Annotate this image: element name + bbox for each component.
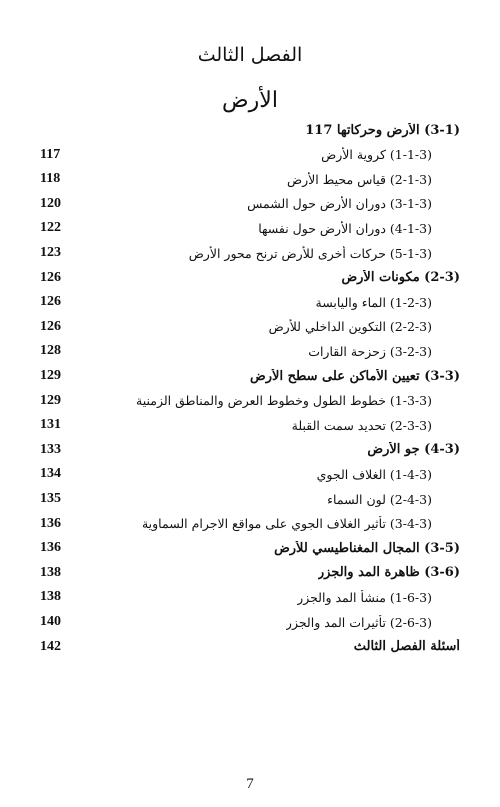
toc-entry-page: 134 xyxy=(40,466,61,482)
toc-entry-page: 129 xyxy=(40,368,61,383)
toc-entry xyxy=(40,167,460,191)
toc-entry-title: (3-3) تعيين الأماكن على سطح الأرض xyxy=(250,368,460,384)
toc-entry-page: 128 xyxy=(40,343,61,359)
toc-entry xyxy=(40,561,460,585)
toc-entry-title: (4-1-3) دوران الأرض حول نفسها xyxy=(258,220,432,236)
toc-entry-title: (4-3) جو الأرض xyxy=(367,442,460,458)
toc-entry xyxy=(40,364,460,388)
toc-entry xyxy=(40,389,460,413)
toc-entry-page: 142 xyxy=(40,638,61,654)
toc-entry-page: 138 xyxy=(40,564,61,580)
toc-entry-title: (3-5) المجال المغناطيسي للأرض xyxy=(274,540,460,556)
toc-entry xyxy=(40,585,460,609)
toc-entry xyxy=(40,536,460,560)
toc-entry-title: (5-1-3) حركات أخرى للأرض ترنح محور الأرض xyxy=(188,245,432,261)
toc-entry-page: 136 xyxy=(40,540,61,556)
toc-entry xyxy=(40,512,460,536)
toc-entry xyxy=(40,339,460,363)
toc-entry-page: 126 xyxy=(40,318,61,334)
toc-entry-page: 122 xyxy=(40,220,61,236)
toc-entry-title: (1-2-3) الماء واليابسة xyxy=(315,294,432,310)
toc-entry xyxy=(40,143,460,167)
toc-entry xyxy=(40,118,460,142)
toc-entry-page: 138 xyxy=(40,589,61,605)
toc-entry-title: (2-4-3) لون السماء xyxy=(327,491,432,507)
toc-entry xyxy=(40,487,460,511)
toc-entry xyxy=(40,192,460,216)
toc-entry-title: (2-6-3) تأثيرات المد والجزر xyxy=(285,614,432,630)
toc-entry-title: (2-2-3) التكوين الداخلي للأرض xyxy=(268,319,432,335)
toc-entry xyxy=(40,266,460,290)
toc-entry-title: (1-6-3) منشأ المد والجزر xyxy=(297,589,432,605)
toc-entry xyxy=(40,635,460,659)
toc-entry-page: 118 xyxy=(40,171,61,187)
toc-entry-page: 123 xyxy=(40,245,61,260)
toc-entry-title: (2-3) مكونات الأرض xyxy=(341,270,460,286)
toc-entry-page: 140 xyxy=(40,614,61,629)
toc-entry-page: 126 xyxy=(40,294,61,310)
part-title: الأرض xyxy=(222,88,278,113)
toc-entry xyxy=(40,315,460,339)
toc-entry xyxy=(40,216,460,240)
page-number: 7 xyxy=(246,776,254,792)
toc-entry xyxy=(40,241,460,265)
toc-entry-page: 120 xyxy=(40,195,61,211)
toc-entry-title: (1-1-3) كروية الأرض xyxy=(321,147,432,163)
toc-entry xyxy=(40,462,460,486)
toc-entry-title: (3-1-3) دوران الأرض حول الشمس xyxy=(247,196,432,212)
toc-entry-page: 117 xyxy=(40,146,61,162)
toc-entry-title: (1-4-3) الغلاف الجوي xyxy=(316,466,432,482)
toc-entry-title: (3-6) ظاهرة المد والجزر xyxy=(317,565,460,581)
toc-entry-title: (3-4-3) تأثير الغلاف الجوي على مواقع الاجرام السماوية xyxy=(141,516,432,532)
toc-entry xyxy=(40,438,460,462)
toc-entry-title: (3-2-3) زحزحة القارات xyxy=(308,343,432,359)
toc-entry-page: 131 xyxy=(40,417,61,433)
toc-entry-title: أسئلة الفصل الثالث xyxy=(353,639,460,655)
toc-entry xyxy=(40,290,460,314)
toc-entry-title: (2-3-3) تحديد سمت القبلة xyxy=(291,417,432,433)
toc-entry-page: 136 xyxy=(40,515,61,531)
toc-entry-page: 135 xyxy=(40,491,61,506)
chapter-title: الفصل الثالث xyxy=(197,44,303,66)
toc-entry-page: 133 xyxy=(40,441,61,457)
toc-entry xyxy=(40,413,460,437)
toc-entry-title: (1-3-3) خطوط الطول وخطوط العرض والمناطق الزمنية xyxy=(136,393,432,409)
toc-entry-title: (3-1) الأرض وحركاتها 117 xyxy=(305,122,460,138)
toc-entry-page: 126 xyxy=(40,269,61,285)
toc-entry-title: (2-1-3) قياس محيط الأرض xyxy=(287,171,432,187)
toc-entry-page: 129 xyxy=(40,392,61,408)
toc-entry xyxy=(40,610,460,634)
